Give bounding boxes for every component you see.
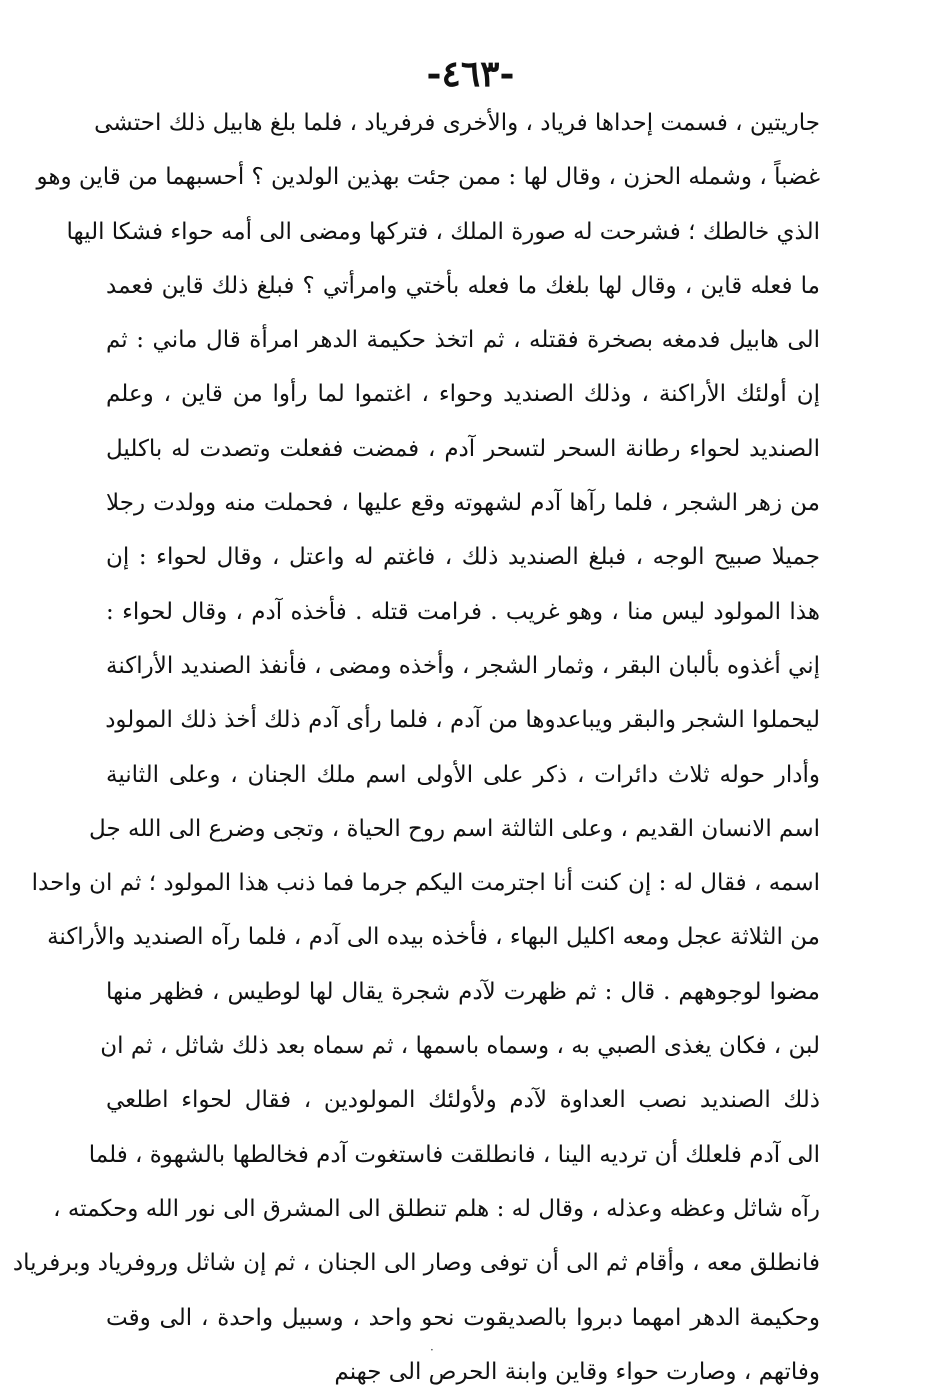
text-line: مضوا لوجوههم . قال : ثم ظهرت لآدم شجرة يقال لها لوطيس ، فظهر منها	[106, 978, 820, 1005]
text-line: ما فعله قاين ، وقال لها بلغك ما فعله بأختي وامرأتي ؟ فبلغ ذلك قاين فعمد	[106, 272, 820, 299]
text-line-last: وفاتهم ، وصارت حواء وقاين وابنة الحرص الى جهنم	[334, 1358, 820, 1385]
text-line: من زهر الشجر ، فلما رآها آدم لشهوته وقع عليها ، فحملت منه وولدت رجلا	[106, 490, 820, 517]
body-text	[12, 96, 820, 1399]
text-line: هذا المولود ليس منا ، وهو غريب . فرامت قتله . فأخذه آدم ، وقال لحواء :	[106, 598, 820, 625]
text-line: الى آدم فلعلك أن ترديه الينا ، فانطلقت فاستغوت آدم فخالطها بالشهوة ، فلما	[88, 1141, 820, 1168]
text-line: من الثلاثة عجل ومعه اكليل البهاء ، فأخذه بيده الى آدم ، فلما رآه الصنديد والأراكنة	[47, 924, 820, 951]
text-line: غضباً ، وشمله الحزن ، وقال لها : ممن جئت بهذين الولدين ؟ أحسبهما من قاين وهو	[36, 164, 820, 191]
text-line: جميلا صبيح الوجه ، فبلغ الصنديد ذلك ، فاغتم له واعتل ، وقال لحواء : إن	[106, 544, 820, 571]
text-line: الصنديد لحواء رطانة السحر لتسحر آدم ، فمضت ففعلت وتصدت له باكليل	[106, 435, 820, 462]
text-line: إن أولئك الأراكنة ، وذلك الصنديد وحواء ، اغتموا لما رأوا من قاين ، وعلم	[106, 381, 820, 408]
text-line: وحكيمة الدهر امهما دبروا بالصديقوت نحو واحد ، وسبيل واحدة ، الى وقت	[106, 1304, 820, 1331]
text-line: ليحملوا الشجر والبقر ويباعدوها من آدم ، فلما رأى آدم ذلك أخذ ذلك المولود	[105, 707, 820, 734]
text-line: جاريتين ، فسمت إحداها فرياد ، والأخرى فرفرياد ، فلما بلغ هابيل ذلك احتشى	[94, 110, 820, 136]
text-line: اسمه ، فقال له : إن كنت أنا اجترمت اليكم جرما فما ذنب هذا المولود ؛ ثم ان واحدا	[31, 870, 820, 897]
text-line: لبن ، فكان يغذى الصبي به ، وسماه باسمها ، ثم سماه بعد ذلك شاثل ، ثم ان	[100, 1033, 820, 1060]
text-line: رآه شاثل وعظه وعذله ، وقال له : هلم تنطلق الى المشرق الى نور الله وحكمته ،	[53, 1195, 820, 1222]
text-line: الى هابيل فدمغه بصخرة فقتله ، ثم اتخذ حكيمة الدهر امرأة قال ماني : ثم	[106, 327, 820, 354]
text-line: الذي خالطك ؛ فشرحت له صورة الملك ، فتركها ومضى الى أمه حواء فشكا اليها	[66, 218, 820, 245]
text-line: فانطلق معه ، وأقام ثم الى أن توفى وصار الى الجنان ، ثم إن شاثل وروفرياد وبرفرياد	[12, 1250, 820, 1277]
text-line: وأدار حوله ثلاث دائرات ، ذكر على الأولى اسم ملك الجنان ، وعلى الثانية	[106, 761, 820, 788]
text-line: ذلك الصنديد نصب العداوة لآدم ولأولئك المولودين ، فقال لحواء اطلعي	[106, 1087, 820, 1114]
text-line: اسم الانسان القديم ، وعلى الثالثة اسم روح الحياة ، وتجى وضرع الى الله جل	[89, 815, 820, 842]
text-line: إني أغذوه بألبان البقر ، وثمار الشجر ، وأخذه ومضى ، فأنفذ الصنديد الأراكنة	[106, 652, 820, 679]
print-speck: ·	[430, 1343, 434, 1357]
page-number: -٤٦٣-	[426, 53, 515, 95]
